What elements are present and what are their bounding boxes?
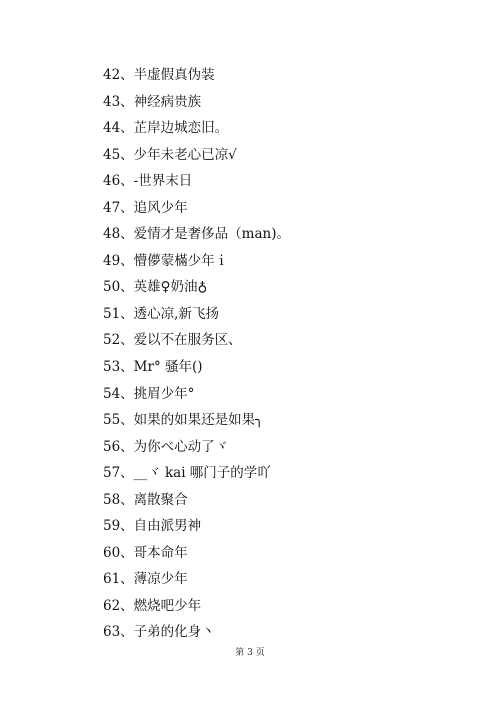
list-item: 55、如果的如果还是如果╮ (103, 412, 264, 429)
list-item: 45、少年未老心已凉√ (103, 146, 237, 163)
list-item: 58、离散聚合 (103, 491, 188, 508)
list-item: 51、透心凉,新飞扬 (103, 305, 219, 322)
list-item: 46、-世界末日 (103, 173, 193, 190)
list-item: 60、哥本命年 (103, 544, 188, 561)
list-item: 44、芷岸边城恋旧。 (103, 120, 229, 137)
list-item: 54、挑眉少年° (103, 385, 195, 402)
list-item: 57、__ヾ kai 哪门子的学吖 (103, 465, 271, 482)
list-item: 59、自由派男神 (103, 518, 202, 535)
list-item: 50、英雄♀奶油♁ (103, 279, 208, 296)
list-item: 42、半虚假真伪装 (103, 67, 215, 83)
list-item: 43、神经病贵族 (103, 93, 202, 110)
list-item: 56、为你べ心动了ヾ (103, 438, 229, 455)
list-item: 49、懵儚蒙樠少年ｉ (103, 252, 229, 269)
list-item: 61、薄凉少年 (103, 571, 188, 588)
entry-list (103, 62, 290, 646)
list-item: 62、燃烧吧少年 (103, 597, 202, 614)
list-item: 47、追风少年 (103, 199, 188, 216)
list-item: 63、子弟的化身丶 (103, 624, 215, 641)
list-item: 48、爱情才是奢侈品（man)。 (103, 226, 290, 243)
list-item: 52、爱以不在服务区、 (103, 332, 242, 349)
page-number: 第 3 页 (235, 648, 265, 658)
list-item: 53、Mr° 骚年() (103, 359, 203, 376)
